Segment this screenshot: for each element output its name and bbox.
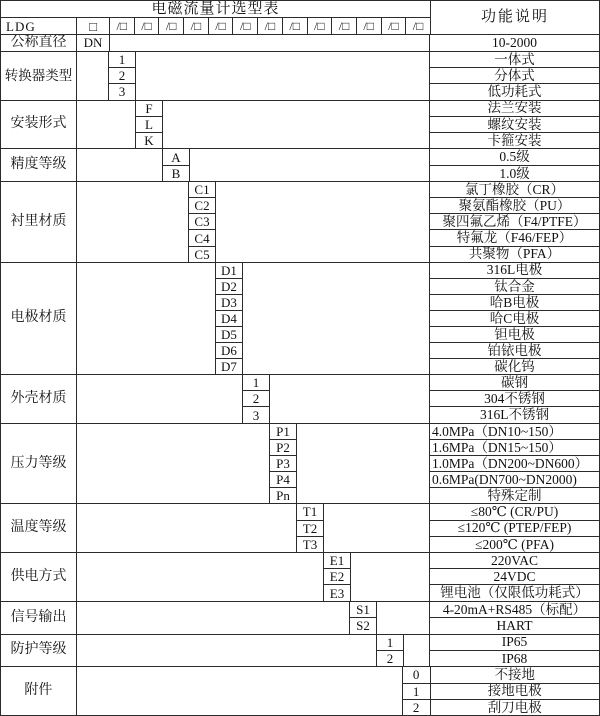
option-description: IP65: [430, 635, 599, 651]
category-label-signal-output: 信号输出: [1, 602, 77, 634]
header-left-section: [1, 1, 431, 34]
option-code: E3: [329, 585, 345, 601]
category-band-lining-material: [1, 181, 599, 262]
option-description: ≤80℃ (CR/PU): [430, 504, 599, 520]
header-band: [1, 1, 599, 34]
model-code-segment: /□: [159, 18, 184, 34]
category-label-installation-type: 安装形式: [1, 101, 77, 149]
option-description: 0.5级: [430, 149, 599, 165]
model-code-segment: /□: [412, 19, 424, 33]
model-code-segment: /□: [184, 18, 209, 34]
spacer-cell: [163, 101, 429, 149]
spacer-cell: [404, 635, 429, 667]
spacer-cell: [377, 602, 429, 634]
option-code: 3: [118, 84, 126, 100]
category-label-accuracy-class: 精度等级: [1, 149, 77, 181]
option-code: C1: [189, 182, 215, 198]
option-code: E1: [324, 553, 350, 569]
option-code: T2: [297, 521, 323, 537]
option-code-column-converter-type: [109, 52, 136, 100]
category-label-lining-material: 衬里材质: [1, 182, 77, 262]
spacer-cell: [324, 504, 429, 552]
option-description: 法兰安装: [430, 101, 599, 117]
spacer-cell: [216, 182, 429, 262]
option-description: 304不锈钢: [430, 391, 599, 407]
spacer-cell: [190, 149, 429, 181]
option-code-column-pressure-rating: [270, 424, 297, 504]
spacer-cell: [77, 504, 297, 552]
option-code-column-temperature-rating: [297, 504, 324, 552]
option-code: 2: [109, 68, 135, 84]
spacer-cell: [351, 553, 429, 601]
spacer-cell: [136, 52, 429, 100]
option-code: S2: [356, 618, 370, 634]
option-description: 24VDC: [430, 569, 599, 585]
function-column-header: 功能说明: [480, 9, 549, 25]
option-code: P1: [270, 424, 296, 440]
category-label-protection-rating: 防护等级: [1, 635, 77, 667]
spacer-cell: [77, 52, 109, 100]
option-description: 哈B电极: [430, 295, 599, 311]
model-code-prefix: LDG: [1, 18, 77, 34]
option-code: 1: [403, 684, 430, 700]
model-code-segment: /□: [357, 18, 382, 34]
option-description: 10-2000: [492, 35, 537, 51]
category-band-nominal-diameter: [1, 34, 599, 51]
function-description-column: [429, 602, 599, 634]
option-code: P2: [270, 440, 296, 456]
option-code: 2: [412, 699, 420, 715]
function-description-column: [429, 35, 599, 51]
spacer-cell: [77, 424, 270, 504]
model-code-row: [1, 18, 430, 34]
option-code-column-signal-output: [350, 602, 377, 634]
option-description: 4-20mA+RS485（标配）: [430, 602, 599, 618]
option-code: S1: [350, 602, 376, 618]
model-code-segment: /□: [110, 18, 135, 34]
option-code: D3: [216, 295, 242, 311]
option-code: D4: [216, 311, 242, 327]
option-description: 锂电池（仅限低功耗式）: [440, 585, 589, 601]
option-code: B: [171, 165, 181, 181]
option-code: 1: [377, 635, 403, 651]
spacer-cell: [77, 553, 324, 601]
option-code: 1: [109, 52, 135, 68]
option-code: E2: [324, 569, 350, 585]
model-code-segment: /□: [382, 18, 407, 34]
option-code: 3: [252, 407, 260, 423]
spacer-cell: [77, 375, 243, 423]
option-code-column-nominal-diameter: [77, 35, 110, 51]
option-code-column-electrode-material: [216, 263, 243, 374]
option-description: 一体式: [430, 52, 599, 68]
option-code: T3: [302, 536, 318, 552]
option-description: 卡箍安装: [487, 133, 542, 148]
option-description: 4.0MPa（DN10~150）: [430, 424, 599, 440]
option-code: F: [136, 101, 162, 117]
table-title: 电磁流量计选型表: [1, 1, 430, 18]
option-code: A: [163, 149, 189, 165]
option-description: 特氟龙（F46/FEP）: [430, 230, 599, 246]
option-description: 共聚物（PFA）: [468, 246, 561, 262]
function-description-column: [429, 263, 599, 374]
category-label-electrode-material: 电极材质: [1, 263, 77, 374]
option-code: C4: [189, 230, 215, 246]
category-band-temperature-rating: [1, 503, 599, 552]
function-description-column: [429, 424, 599, 504]
category-label-pressure-rating: 压力等级: [1, 424, 77, 504]
spacer-cell: [77, 182, 189, 262]
option-description: 1.6MPa（DN15~150）: [430, 440, 599, 456]
model-code-segment: /□: [283, 18, 308, 34]
model-code-segment: /□: [258, 18, 283, 34]
category-band-power-supply: [1, 552, 599, 601]
option-code: P3: [270, 456, 296, 472]
category-band-housing-material: [1, 374, 599, 423]
option-description: 1.0级: [499, 165, 530, 181]
option-code: D5: [216, 327, 242, 343]
option-code-column-lining-material: [189, 182, 216, 262]
option-code-column-housing-material: [243, 375, 270, 423]
category-band-signal-output: [1, 601, 599, 634]
option-description: 220VAC: [430, 553, 599, 569]
option-description: 1.0MPa（DN200~DN600）: [430, 456, 599, 472]
option-description: 铂铱电极: [430, 343, 599, 359]
function-description-column: [429, 182, 599, 262]
option-code: C2: [189, 198, 215, 214]
option-code: Pn: [276, 488, 290, 504]
option-code: DN: [83, 35, 103, 51]
category-band-pressure-rating: [1, 423, 599, 504]
category-label-accessories: 附件: [1, 667, 77, 715]
spacer-cell: [77, 602, 350, 634]
function-description-column: [430, 667, 599, 715]
option-description: 聚四氟乙烯（F4/PTFE）: [430, 214, 599, 230]
option-code: P4: [270, 472, 296, 488]
option-code: L: [136, 117, 162, 133]
spacer-cell: [77, 667, 403, 715]
function-description-column: [429, 553, 599, 601]
category-label-power-supply: 供电方式: [1, 553, 77, 601]
category-band-protection-rating: [1, 634, 599, 667]
category-label-converter-type: 转换器类型: [1, 52, 77, 100]
model-code-base-box: □: [77, 18, 110, 34]
option-description: 分体式: [430, 68, 599, 84]
option-description: 316L电极: [430, 263, 599, 279]
option-code: D2: [216, 279, 242, 295]
model-code-segment: /□: [209, 18, 234, 34]
option-description: 0.6MPa(DN700~DN2000): [430, 472, 599, 488]
category-band-accessories: [1, 666, 599, 715]
category-band-accuracy-class: [1, 148, 599, 181]
option-description: 螺纹安装: [430, 117, 599, 133]
function-description-column: [429, 149, 599, 181]
spacer-cell: [270, 375, 429, 423]
option-description: ≤120℃ (PTEP/FEP): [430, 521, 599, 537]
option-description: ≤200℃ (PFA): [475, 536, 554, 552]
category-label-nominal-diameter: 公称直径: [1, 35, 77, 51]
model-code-segment: /□: [332, 18, 357, 34]
option-code-column-protection-rating: [377, 635, 404, 667]
spacer-cell: [297, 424, 429, 504]
category-label-temperature-rating: 温度等级: [1, 504, 77, 552]
option-code: D6: [216, 343, 242, 359]
option-code: 2: [386, 651, 394, 667]
function-description-column: [429, 52, 599, 100]
option-description: 低功耗式: [487, 84, 542, 100]
option-description: 碳钢: [430, 375, 599, 391]
option-description: 碳化钨: [494, 358, 535, 374]
option-code: C3: [189, 214, 215, 230]
option-description: 刮刀电极: [487, 699, 542, 715]
option-code: D7: [221, 358, 237, 374]
option-code-column-installation-type: [136, 101, 163, 149]
model-code-segment: /□: [233, 18, 258, 34]
category-band-converter-type: [1, 51, 599, 100]
option-code-column-accessories: [403, 667, 430, 715]
option-description: 氯丁橡胶（CR）: [430, 182, 599, 198]
option-description: 哈C电极: [430, 311, 599, 327]
option-code: D1: [216, 263, 242, 279]
model-code-segment: /□: [308, 18, 333, 34]
option-description: 接地电极: [431, 684, 599, 700]
option-description: 钛合金: [430, 279, 599, 295]
spacer-cell: [77, 263, 216, 374]
spacer-cell: [243, 263, 429, 374]
category-band-electrode-material: [1, 262, 599, 374]
option-description: 特殊定制: [487, 488, 542, 503]
spacer-cell: [77, 101, 136, 149]
option-code-column-power-supply: [324, 553, 351, 601]
option-code: T1: [297, 504, 323, 520]
option-code: C5: [194, 246, 210, 262]
category-label-housing-material: 外壳材质: [1, 375, 77, 423]
category-band-installation-type: [1, 100, 599, 149]
function-description-column: [429, 375, 599, 423]
option-code: 0: [403, 667, 430, 683]
model-code-segment: /□: [135, 18, 160, 34]
spacer-cell: [110, 35, 429, 51]
function-description-column: [429, 101, 599, 149]
option-description: 316L不锈钢: [480, 407, 549, 423]
option-description: 钽电极: [430, 327, 599, 343]
option-code: 1: [243, 375, 269, 391]
option-description: IP68: [501, 650, 528, 666]
spacer-cell: [77, 635, 377, 667]
function-description-column: [429, 635, 599, 667]
option-description: 聚氨酯橡胶（PU）: [430, 198, 599, 214]
option-code: K: [144, 133, 154, 149]
option-code: 2: [243, 391, 269, 407]
spacer-cell: [77, 149, 163, 181]
function-description-column: [429, 504, 599, 552]
option-description: HART: [496, 618, 533, 634]
option-code-column-accuracy-class: [163, 149, 190, 181]
option-description: 不接地: [431, 667, 599, 683]
